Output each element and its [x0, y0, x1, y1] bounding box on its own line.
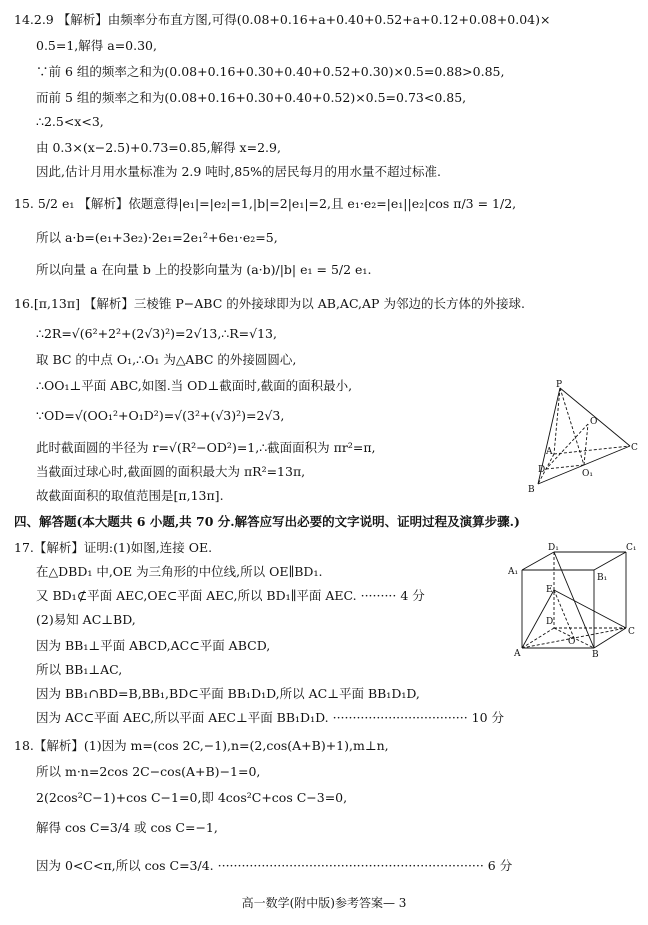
text-line: ∴OO₁⊥平面 ABC,如图.当 OD⊥截面时,截面的面积最小,	[36, 378, 353, 393]
text-line: 14.2.9 【解析】由频率分布直方图,可得(0.08+0.16+a+0.40+0.52+a+0.12+0.08+0.04)×	[14, 12, 551, 27]
text-line: 当截面过球心时,截面圆的面积最大为 πR²=13π,	[36, 464, 306, 479]
label-P: P	[556, 380, 563, 390]
text-line: 取 BC 的中点 O₁,∴O₁ 为△ABC 的外接圆圆心,	[36, 352, 297, 367]
text-line: 17.【解析】证明:(1)如图,连接 OE.	[14, 540, 213, 555]
text-line: 故截面面积的取值范围是[π,13π].	[36, 488, 224, 503]
text-line: 所以 BB₁⊥AC,	[36, 662, 123, 677]
text-line: 又 BD₁⊄平面 AEC,OE⊂平面 AEC,所以 BD₁∥平面 AEC. ········· 4 分	[36, 588, 425, 603]
label-B: B	[592, 650, 599, 658]
label-A1: A₁	[508, 567, 519, 577]
text-line: 16.[π,13π] 【解析】三棱锥 P−ABC 的外接球即为以 AB,AC,AP 为邻边的长方体的外接球.	[14, 296, 525, 311]
label-C: C	[631, 443, 638, 453]
label-C: C	[628, 627, 635, 637]
tetrahedron-figure	[508, 380, 640, 495]
text-line: 因为 BB₁⊥平面 ABCD,AC⊂平面 ABCD,	[36, 638, 271, 653]
label-D1: D₁	[548, 543, 559, 553]
section-heading: 四、解答题(本大题共 6 小题,共 70 分.解答应写出必要的文字说明、证明过程及演算步骤.)	[14, 514, 520, 529]
label-D: D	[538, 465, 546, 475]
label-E: E	[546, 585, 553, 595]
label-A: A	[546, 447, 553, 457]
text-line: 而前 5 组的频率之和为(0.08+0.16+0.30+0.40+0.52)×0.5=0.73<0.85,	[36, 90, 467, 105]
text-line: 0.5=1,解得 a=0.30,	[36, 38, 157, 53]
text-line: 所以 a·b=(e₁+3e₂)·2e₁=2e₁²+6e₁·e₂=5,	[36, 230, 278, 245]
label-O1: O₁	[582, 469, 593, 479]
label-O: O	[568, 637, 576, 647]
text-line: ∴2.5<x<3,	[36, 114, 104, 129]
text-line: 所以向量 a 在向量 b 上的投影向量为 (a·b)/|b| e₁ = 5/2 e₁.	[36, 262, 372, 277]
text-line: 2(2cos²C−1)+cos C−1=0,即 4cos²C+cos C−3=0,	[36, 790, 348, 805]
text-line: 18.【解析】(1)因为 m=(cos 2C,−1),n=(2,cos(A+B)+1),m⊥n,	[14, 738, 389, 753]
text-line: 因此,估计月用水量标准为 2.9 吨时,85%的居民每月的用水量不超过标准.	[36, 164, 442, 179]
text-line: 因为 0<C<π,所以 cos C=3/4. ··································································· 6 分	[36, 858, 513, 873]
text-line: (2)易知 AC⊥BD,	[36, 612, 136, 627]
label-B1: B₁	[597, 573, 608, 583]
page-footer: 高一数学(附中版)参考答案— 3	[241, 896, 407, 910]
text-line: ∵前 6 组的频率之和为(0.08+0.16+0.30+0.40+0.52+0.30)×0.5=0.88>0.85,	[36, 64, 505, 79]
text-line: 所以 m·n=2cos 2C−cos(A+B)−1=0,	[36, 764, 261, 779]
label-A: A	[514, 649, 521, 658]
cube-figure	[508, 540, 638, 658]
text-line: 由 0.3×(x−2.5)+0.73=0.85,解得 x=2.9,	[36, 140, 281, 155]
label-B: B	[528, 485, 535, 495]
text-line: ∴2R=√(6²+2²+(2√3)²)=2√13,∴R=√13,	[36, 326, 277, 341]
text-line: 15. 5/2 e₁ 【解析】依题意得|e₁|=|e₂|=1,|b|=2|e₁|=2,且 e₁·e₂=|e₁||e₂|cos π/3 = 1/2,	[14, 196, 517, 211]
label-D: D	[546, 617, 554, 627]
label-O: O	[590, 417, 598, 427]
text-line: 解得 cos C=3/4 或 cos C=−1,	[36, 820, 218, 835]
text-line: 此时截面圆的半径为 r=√(R²−OD²)=1,∴截面面积为 πr²=π,	[36, 440, 376, 455]
text-line: 因为 AC⊂平面 AEC,所以平面 AEC⊥平面 BB₁D₁D. ·································· 10 分	[36, 710, 505, 725]
text-line: 在△DBD₁ 中,OE 为三角形的中位线,所以 OE∥BD₁.	[36, 564, 323, 579]
text-line: 因为 BB₁∩BD=B,BB₁,BD⊂平面 BB₁D₁D,所以 AC⊥平面 BB₁D₁D,	[36, 686, 420, 701]
text-line: ∵OD=√(OO₁²+O₁D²)=√(3²+(√3)²)=2√3,	[36, 408, 285, 423]
label-C1: C₁	[626, 543, 637, 553]
